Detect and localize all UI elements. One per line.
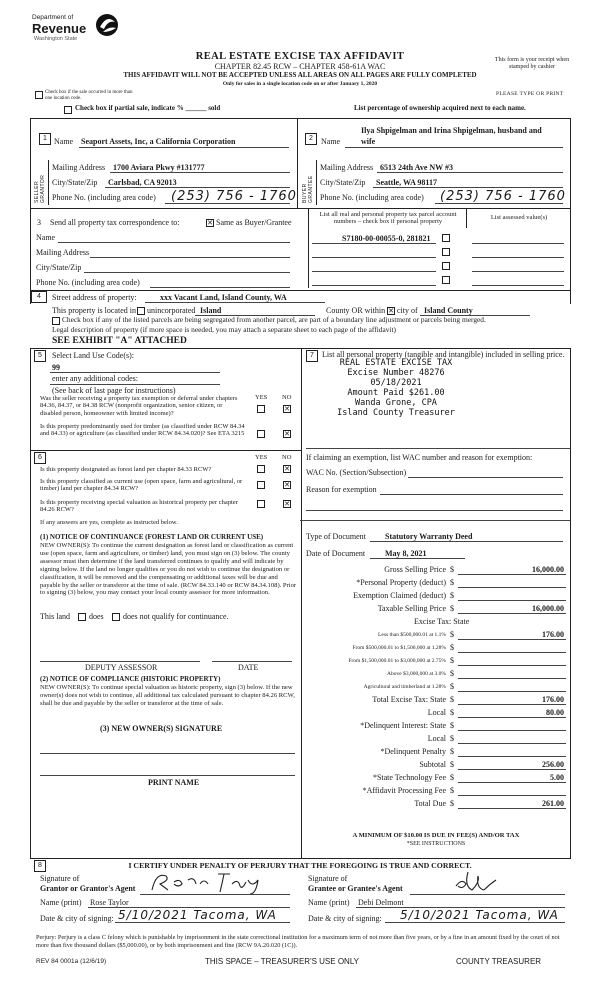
corr-name-label: Name <box>36 233 56 242</box>
s6-q3: Is this property receiving special valuation as historical property per chapter 84.26 RCW? <box>40 499 238 514</box>
s6-q2-no[interactable]: ✕ <box>284 481 290 489</box>
s5-q1: Was the seller receiving a property tax exemption or deferral under chapters 84.36, 84.37, or 84.38 RCW (nonprofit organization, senior citizen, or disabled person, homeowner with limited income)? <box>40 395 238 417</box>
buyer-mailing[interactable]: 6513 24th Ave NW #3 <box>380 163 454 172</box>
s6-q1-no[interactable]: ✕ <box>284 465 290 473</box>
section7-number: 7 <box>306 350 318 362</box>
form-revision: REV 84 0001a (12/6/19) <box>36 958 107 965</box>
historic-text: NEW OWNER(S): To continue special valuation as historic property, sign (3) below. If the new owner(s) does not wish to continue, all additional tax calculated pursuant to chapter 84.26 RCW, shall be due and payable by the seller or transferor at the time of sale. <box>40 684 295 707</box>
land-does-checkbox[interactable] <box>78 613 86 621</box>
reason-label: Reason for exemption <box>306 485 377 494</box>
calc-label-6: From $500,000.01 to $1,500,000 at 1.28% <box>352 645 446 651</box>
form-title: REAL ESTATE EXCISE TAX AFFIDAVIT <box>195 51 405 62</box>
s5-q1-yes[interactable] <box>257 405 265 413</box>
s5-q1-no[interactable]: ✕ <box>284 405 290 413</box>
segregated-label: Check box if any of the listed parcels are being segregated from another parcel, are part of a boundary line adjustment or parcels being merged. <box>62 315 486 324</box>
additional-codes-label: enter any additional codes: <box>52 374 138 383</box>
city-of-checkbox[interactable]: ✕ <box>388 307 394 315</box>
unincorporated-label: unincorporated <box>147 306 196 315</box>
grantee-date[interactable]: 5/10/2021 Tacoma, WA <box>400 908 559 922</box>
assessed-header: List assessed value(s) <box>490 214 548 221</box>
calc-value-0[interactable]: 16,000.00 <box>532 565 564 574</box>
s5-no-header: NO <box>282 394 292 401</box>
multi-location-label: Check box if the sale occurred in more than one location code. <box>45 90 133 101</box>
parcel-header: List all real and personal property tax parcel account numbers – check box if personal property <box>319 211 457 226</box>
parcel3-personal-checkbox[interactable] <box>442 262 450 270</box>
buyer-city-label: City/State/Zip <box>320 178 366 187</box>
calc-cur-11: $ <box>450 708 454 717</box>
calc-label-0: Gross Selling Price <box>384 565 446 574</box>
s6-q1: Is this property designated as forest land per chapter 84.33 RCW? <box>40 466 212 473</box>
seller-city-label: City/State/Zip <box>52 178 98 187</box>
continuance-title: (1) NOTICE OF CONTINUANCE (FOREST LAND OR CURRENT USE) <box>40 533 264 541</box>
grantor-sig-label-l1: Signature of <box>40 874 80 883</box>
section8-number: 8 <box>34 860 46 872</box>
s6-q3-no[interactable]: ✕ <box>284 500 290 508</box>
new-owner-sig-label: (3) NEW OWNER(S) SIGNATURE <box>100 724 223 733</box>
calc-value-16[interactable]: 5.00 <box>550 773 564 782</box>
historic-title: (2) NOTICE OF COMPLIANCE (HISTORIC PROPERTY) <box>40 675 221 683</box>
s6-q3-yes[interactable] <box>257 500 265 508</box>
section4-number: 4 <box>31 291 47 303</box>
calc-cur-6: $ <box>450 643 454 652</box>
city-of-value[interactable]: Island County <box>424 306 473 315</box>
seller-name[interactable]: Seaport Assets, Inc, a California Corporation <box>81 137 236 146</box>
calc-cur-5: $ <box>450 630 454 639</box>
stamp-line3: 05/18/2021 <box>370 378 422 388</box>
calc-value-5[interactable]: 176.00 <box>542 630 564 639</box>
tax-calc-table <box>306 565 568 835</box>
calc-label-18: Total Due <box>414 799 446 808</box>
s6-q2-yes[interactable] <box>257 481 265 489</box>
exhibit-a[interactable]: SEE EXHIBIT "A" ATTACHED <box>52 336 187 346</box>
does-not-qualify-label: does not qualify for continuance. <box>123 612 229 621</box>
calc-cur-15: $ <box>450 760 454 769</box>
calc-cur-2: $ <box>450 591 454 600</box>
parcel2-personal-checkbox[interactable] <box>442 248 450 256</box>
see-back-label: (See back of last page for instructions) <box>52 386 176 395</box>
section1-number: 1 <box>39 133 51 145</box>
send-correspondence-label: Send all property tax correspondence to: <box>50 218 180 227</box>
logo-swirl-icon <box>94 12 120 38</box>
calc-label-4: Excise Tax: State <box>414 617 470 626</box>
s6-yes-header: YES <box>255 454 268 461</box>
stamp-line6: Island County Treasurer <box>337 408 455 418</box>
land-use-code[interactable]: 99 <box>52 363 60 372</box>
seller-city[interactable]: Carlsbad, CA 92013 <box>108 178 177 187</box>
logo-line2: Revenue <box>32 21 87 36</box>
calc-label-14: *Delinquent Penalty <box>380 747 446 756</box>
please-type: PLEASE TYPE OR PRINT <box>496 91 564 97</box>
calc-label-16: *State Technology Fee <box>372 773 446 782</box>
doc-date[interactable]: May 8, 2021 <box>385 549 427 558</box>
calc-cur-1: $ <box>450 578 454 587</box>
buyer-mailing-label: Mailing Address <box>320 163 374 172</box>
calc-value-15[interactable]: 256.00 <box>542 760 564 769</box>
doc-date-label: Date of Document <box>306 549 366 558</box>
parcel4-personal-checkbox[interactable] <box>442 276 450 284</box>
stamp-line4: Amount Paid $261.00 <box>347 388 445 398</box>
form-warning: THIS AFFIDAVIT WILL NOT BE ACCEPTED UNLESS ALL AREAS ON ALL PAGES ARE FULLY COMPLETED <box>123 71 477 79</box>
grantor-date[interactable]: 5/10/2021 Tacoma, WA <box>118 908 277 922</box>
calc-cur-0: $ <box>450 565 454 574</box>
grantor-date-label: Date & city of signing: <box>40 914 114 923</box>
street-address[interactable]: xxx Vacant Land, Island County, WA <box>160 293 287 302</box>
corr-mailing-label: Mailing Address <box>36 248 90 257</box>
seller-side-label: SELLER GRANTOR <box>34 174 46 203</box>
calc-cur-18: $ <box>450 799 454 808</box>
stamp-line1: REAL ESTATE EXCISE TAX <box>339 358 453 368</box>
perjury-statement <box>36 934 566 950</box>
calc-value-11[interactable]: 80.00 <box>546 708 564 717</box>
stamp-line2: Excise Number 48276 <box>347 368 445 378</box>
county-or-within-label: County OR within <box>326 306 386 315</box>
s6-q1-yes[interactable] <box>257 465 265 473</box>
grantee-signature[interactable] <box>450 868 510 896</box>
s6-q2: Is this property classified as current use (open space, farm and agricultural, or timber) land per chapter 84.34 RCW? <box>40 478 243 493</box>
calc-label-8: Above $3,000,000 at 3.0% <box>387 671 446 677</box>
calc-cur-14: $ <box>450 747 454 756</box>
calc-label-1: *Personal Property (deduct) <box>356 578 446 587</box>
located-label: This property is located in <box>52 306 136 315</box>
calc-label-17: *Affidavit Processing Fee <box>362 786 446 795</box>
calc-label-3: Taxable Selling Price <box>377 604 446 613</box>
s6-no-header: NO <box>282 454 292 461</box>
grantee-sig-label-l1: Signature of <box>308 874 348 883</box>
calc-cur-13: $ <box>450 734 454 743</box>
grantee-name-label: Name (print) <box>308 898 350 907</box>
seller-phone-label: Phone No. (including area code) <box>52 193 156 202</box>
wac-label: WAC No. (Section/Subsection) <box>306 468 407 477</box>
seller-phone[interactable]: (253) 756 - 1760 <box>171 189 297 204</box>
logo-line3: Washington State <box>34 36 78 42</box>
doc-type-label: Type of Document <box>306 532 366 541</box>
same-as-buyer-checkbox[interactable]: ✕ <box>207 219 213 227</box>
calc-cur-12: $ <box>450 721 454 730</box>
grantor-sig-label-l2: Grantor or Grantor's Agent <box>40 884 136 893</box>
land-use-label: Select Land Use Code(s): <box>52 351 134 360</box>
same-as-buyer-label: Same as Buyer/Grantee <box>216 218 292 227</box>
seller-name-label: Name <box>54 137 74 146</box>
calc-cur-8: $ <box>450 669 454 678</box>
s6-if-yes: If any answers are yes, complete as instructed below. <box>40 519 178 526</box>
only-for-note: Only for sales in a single location code on or after January 1, 2020 <box>222 81 378 87</box>
s5-q2: Is this property predominantly used for timber (as classified under RCW 84.34 and 84.33) or agriculture (as classified under RCW 84.34.020)? See ETA 3215 <box>40 423 245 438</box>
section6-number: 6 <box>34 452 46 464</box>
continuance-text: NEW OWNER(S): To continue the current designation as forest land or classification as current use (open space, farm and agriculture, or timber) land, you must sign on (3) below. The county assessor must then determine if the land transferred continues to qualify and will indicate by signing below. If the land no longer qualifies or you do not wish to continue the designation or classification, it will be removed and the compensating or additional taxes will be due and payable by the seller or transferor at the time of sale. (RCW 84.33.140 or RCW 84.34.108). Prior to signing (3) below, you may contact your local county assessor for more information. <box>40 542 297 597</box>
calc-label-15: Subtotal <box>419 760 446 769</box>
segregated-checkbox[interactable] <box>52 317 60 325</box>
deputy-assessor-label: DEPUTY ASSESSOR <box>85 663 158 672</box>
calc-cur-17: $ <box>450 786 454 795</box>
buyer-phone-label: Phone No. (including area code) <box>320 193 424 202</box>
calc-value-10[interactable]: 176.00 <box>542 695 564 704</box>
treasurer-use-only: THIS SPACE – TREASURER'S USE ONLY <box>205 957 360 966</box>
personal-prop-label: List all personal property (tangible and intangible) included in selling price. <box>322 350 565 359</box>
grantee-date-label: Date & city of signing: <box>308 914 382 923</box>
buyer-city[interactable]: Seattle, WA 98117 <box>376 178 437 187</box>
buyer-name-line1[interactable]: Ilya Shpigelman and Irina Shpigelman, husband and <box>361 126 542 135</box>
land-does-not-checkbox[interactable] <box>112 613 120 621</box>
corr-phone-label: Phone No. (including area code) <box>36 278 140 287</box>
buyer-side-label: BUYER GRANTEE <box>302 175 314 203</box>
calc-value-3[interactable]: 16,000.00 <box>532 604 564 613</box>
print-name-label: PRINT NAME <box>148 778 200 787</box>
section3-number: 3 <box>37 218 41 227</box>
grantee-name[interactable]: Debi Delmont <box>358 898 404 907</box>
seller-mailing[interactable]: 1700 Aviara Pkwy #131777 <box>113 163 205 172</box>
section5-number: 5 <box>34 350 46 362</box>
calc-label-9: Agricultural and timberland at 1.28% <box>363 684 446 690</box>
grantor-name-label: Name (print) <box>40 898 82 907</box>
assessor-date-label: DATE <box>238 663 259 672</box>
street-label: Street address of property: <box>52 293 137 302</box>
dor-logo <box>32 14 122 48</box>
grantee-sig-label-l2: Grantee or Grantee's Agent <box>308 884 403 893</box>
multi-location-checkbox[interactable] <box>35 91 43 99</box>
corr-city-label: City/State/Zip <box>36 263 82 272</box>
list-percentage-label: List percentage of ownership acquired next to each name. <box>354 104 526 112</box>
legal-desc-label: Legal description of property (if more space is needed, you may attach a separate sheet to each page of the affidavit) <box>52 325 396 334</box>
calc-cur-3: $ <box>450 604 454 613</box>
see-instructions-note: *SEE INSTRUCTIONS <box>406 841 466 847</box>
calc-cur-7: $ <box>450 656 454 665</box>
section2-number: 2 <box>305 133 317 145</box>
county-treasurer: COUNTY TREASURER <box>456 957 542 966</box>
treasurer-stamp <box>316 358 476 418</box>
buyer-name-label: Name <box>321 137 341 146</box>
s5-q2-no[interactable]: ✕ <box>284 430 290 438</box>
calc-label-5: Less than $500,000.01 at 1.1% <box>378 632 446 638</box>
unincorporated-checkbox[interactable] <box>137 307 145 315</box>
buyer-phone[interactable]: (253) 756 - 1760 <box>440 189 566 204</box>
buyer-name-line2[interactable]: wife <box>361 137 376 146</box>
calc-cur-9: $ <box>450 682 454 691</box>
calc-label-11: Local <box>427 708 446 717</box>
unincorporated-county[interactable]: Island <box>200 306 222 315</box>
receipt-note: This form is your receipt when stamped by cashier <box>494 57 570 70</box>
doc-type[interactable]: Statutory Warranty Deed <box>385 532 473 541</box>
exemption-label: If claiming an exemption, list WAC number and reason for exemption: <box>306 453 533 462</box>
calc-label-7: From $1,500,000.01 to $3,000,000 at 2.75% <box>348 658 446 664</box>
does-label: does <box>89 612 104 621</box>
s5-q2-yes[interactable] <box>257 430 265 438</box>
calc-cur-16: $ <box>450 773 454 782</box>
form-subtitle: CHAPTER 82.45 RCW – CHAPTER 458-61A WAC <box>214 62 386 71</box>
partial-sale-checkbox[interactable] <box>64 106 72 114</box>
s5-yes-header: YES <box>255 394 268 401</box>
grantor-signature[interactable] <box>148 868 278 896</box>
calc-cur-10: $ <box>450 695 454 704</box>
calc-value-18[interactable]: 261.00 <box>542 799 564 808</box>
logo-line1: Department of <box>32 14 74 21</box>
calc-label-13: Local <box>427 734 446 743</box>
city-of-label: city of <box>397 306 418 315</box>
certify-statement: I CERTIFY UNDER PENALTY OF PERJURY THAT THE FOREGOING IS TRUE AND CORRECT. <box>128 861 472 870</box>
calc-label-10: Total Excise Tax: State <box>372 695 446 704</box>
this-land-label: This land <box>40 612 70 621</box>
minimum-due-note: A MINIMUM OF $10.00 IS DUE IN FEE(S) AND/OR TAX <box>352 832 520 839</box>
stamp-line5: Wanda Grone, CPA <box>355 398 437 408</box>
parcel-number[interactable]: S7180-00-00055-0, 281821 <box>342 234 431 243</box>
parcel1-personal-checkbox[interactable] <box>442 234 450 242</box>
perjury-text: Perjury: Perjury is a class C felony which is punishable by imprisonment in the state correctional institution for a maximum term of not more than five years, or by a fine in an amount fixed by the court of not more than five thousand dollars ($5,000.00), or by both imprisonment and fine (RCW 9A.20.020 (1C)). <box>36 934 560 949</box>
calc-label-12: *Delinquent Interest: State <box>360 721 446 730</box>
partial-sale-label: Check box if partial sale, indicate % ______ sold <box>75 104 221 112</box>
seller-mailing-label: Mailing Address <box>52 163 106 172</box>
calc-label-2: Exemption Claimed (deduct) <box>353 591 446 600</box>
grantor-name[interactable]: Rose Taylor <box>90 898 129 907</box>
